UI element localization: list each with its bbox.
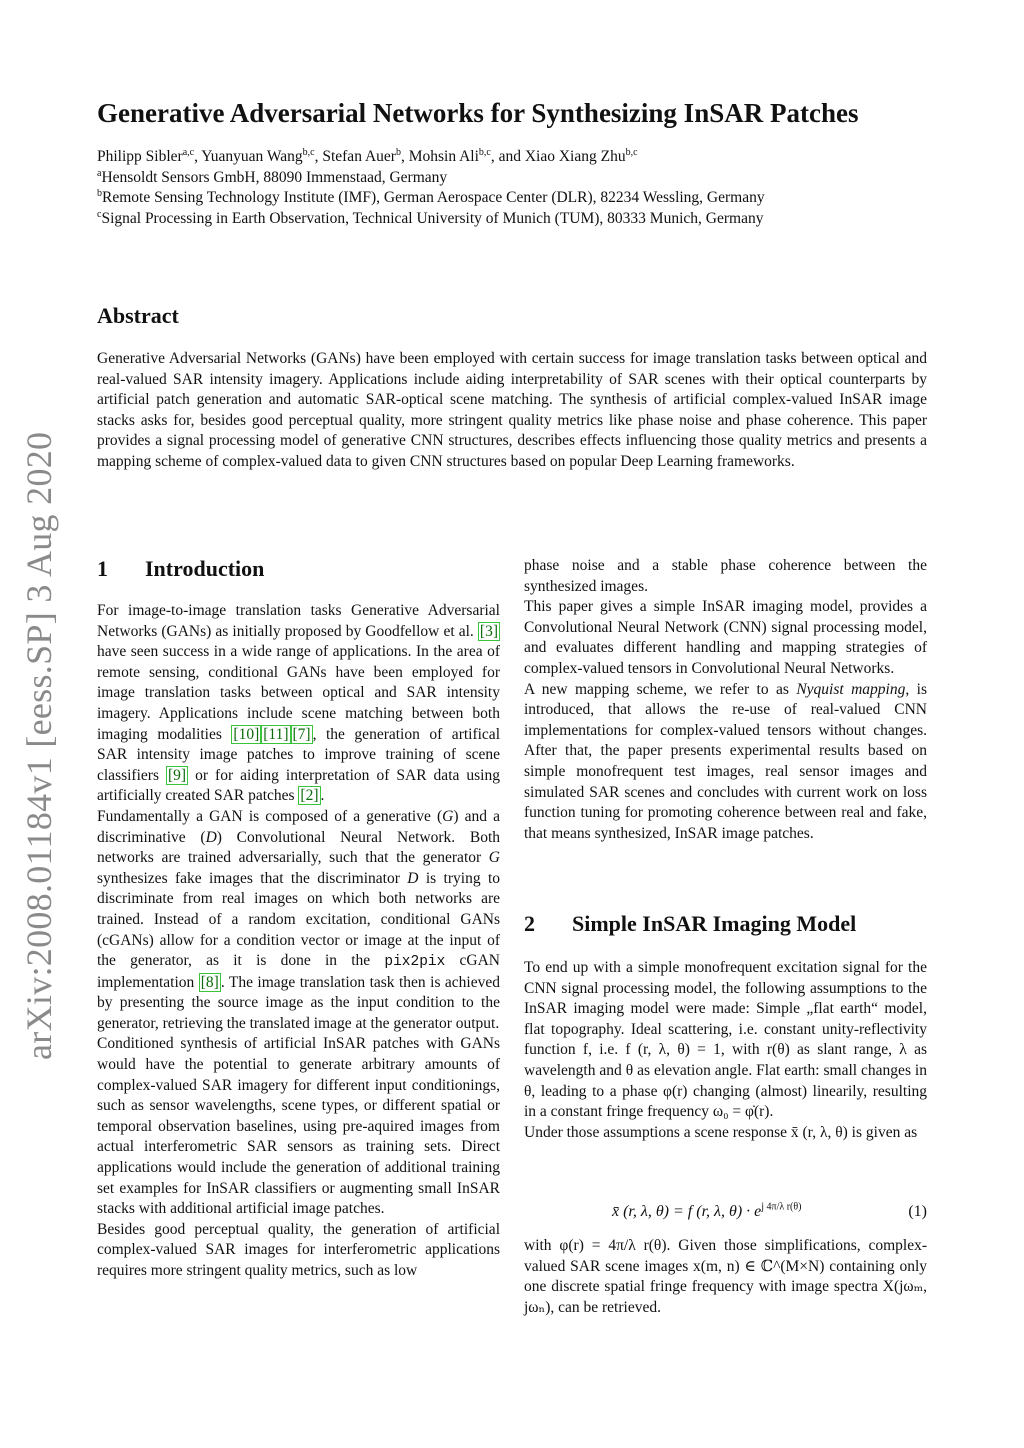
citation-link[interactable]: [8] [200,973,219,991]
symbol: G [442,807,454,825]
model-paragraph-2: Under those assumptions a scene response x̄ (r, λ, θ) is given as [524,1123,918,1141]
symbol: G [488,849,500,867]
affiliation-text: Signal Processing in Earth Observation, Technical University of Munich (TUM), 80333 Munich, Germany [101,209,764,227]
section-2-heading [524,911,856,937]
abstract-text: Generative Adversarial Networks (GANs) have been employed with certain success for image translation tasks between optical and real-valued SAR intensity imagery. Applications include aiding interpretability of SAR scenes with their optical counterparts by artificial patch generation and automatic SAR-optical scene matching. The synthesis of artificial complex-valued InSAR image stacks asks for, besides good perceptual quality, more stringent quality metrics like phase noise and phase coherence. This paper provides a signal processing model of generative CNN structures, describes effects influencing those quality metrics and presents a mapping scheme of complex-valued data to given CNN structures based on popular Deep Learning frameworks. [97,350,927,470]
right-column [524,556,927,844]
intro-paragraph-5: phase noise and a stable phase coherence between the synthesized images. [524,557,927,595]
intro-paragraph-1 [97,601,500,807]
text-run: have seen success in a wide range of applications. In the area of remote sensing, conditional GANs have been employed for image translation tasks between optical and SAR intensity imagery. Applications include scene matching between both imaging modalities [97,643,500,743]
text-run: For image-to-image translation tasks Generative Adversarial Networks (GANs) as initially proposed by Goodfellow et al. [97,602,500,640]
section-number: 1 [97,556,108,581]
citation-link[interactable]: [9] [168,766,187,784]
text-run: , is introduced, that allows the re-use of real-valued CNN implementations for complex-valued tensors without changes. After that, the paper presents experimental results based on simple monofrequent test images, real sensor images and simulated SAR scenes and concludes with current work on loss function tuning for promoting coherence between real and fake, that means synthesized, InSAR image patches. [524,680,927,842]
intro-paragraph-6: This paper gives a simple InSAR imaging model, provides a Convolutional Neural Network (CNN) signal processing model, and evaluates different handling and mapping strategies of complex-valued tensors in Convolutional Neural Networks. [524,598,927,677]
affiliation-marker: b [97,187,102,199]
affiliation-text: Hensoldt Sensors GmbH, 88090 Immenstaad, Germany [101,168,448,186]
equation-exponent: j 4π/λ r(θ) [761,1201,802,1213]
symbol: D [205,828,217,846]
section-2-body-cont [524,1236,927,1318]
model-paragraph-3: with φ(r) = 4π/λ r(θ). Given those simplifications, complex-valued SAR scene images x(m, n) ∈ ℂ^(M×N) containing only one discrete spatial fringe frequency with image spectra X(jωₘ, jωₙ), can be retrieved. [524,1237,927,1316]
author-list: Philipp Sibler$^{a,c}$, Yuanyuan Wang$^{b,c}$, Stefan Auer$^b$, Mohsin Ali$^{b,c}$, and Xiao Xiang Zhu$^{b,c}$ [97,146,638,165]
paper-title: Generative Adversarial Networks for Synthesizing InSAR Patches [97,98,859,128]
code-text: pix2pix [384,954,446,971]
citation-link[interactable]: [10] [233,725,260,743]
author-name: Stefan Auer [322,148,396,165]
text-run: cGAN implementation [97,952,500,991]
section-title: Introduction [145,556,265,581]
author-block [97,147,937,229]
section-2-body [524,958,927,1143]
section-number: 2 [524,911,535,936]
author-name: Mohsin Ali [408,148,479,165]
text-run: , the generation of artifical SAR intensity image patches to improve training of scene classifiers [97,725,500,784]
left-column [97,601,500,1282]
affiliation-marker: b [395,146,401,158]
text-run: A new mapping scheme, we refer to as [524,680,797,698]
arxiv-stamp: arXiv:2008.01184v1 [eess.SP] 3 Aug 2020 [19,431,59,1060]
text-run: . The image translation task then is achieved by presenting the source image as the input condition to the generator, retrieving the translated image at the generator output. [97,973,500,1032]
text-run: . [320,787,325,805]
intro-paragraph-2 [97,807,500,1035]
affiliation-a [97,168,937,189]
equation-text: x̄ (r, λ, θ) = f (r, λ, θ) · e [612,1203,762,1220]
affiliation-marker: c [97,208,102,220]
equation-expression [612,1203,801,1221]
affiliation-marker: b,c [478,146,491,158]
author-name: and Xiao Xiang Zhu [498,148,626,165]
author-name: Philipp Sibler [97,148,183,165]
intro-paragraph-4: Besides good perceptual quality, the generation of artificial complex-valued SAR images for interferometric applications requires more stringent quality metrics, such as low [97,1220,500,1279]
citation-link[interactable]: [3] [479,622,498,640]
text-run: synthesizes fake images that the discriminator [97,869,408,887]
citation-link[interactable]: [11] [263,725,289,743]
affiliation-marker: a,c [182,146,195,158]
affiliation-marker: b,c [302,146,315,158]
section-1-heading [97,556,264,582]
text-run: or for aiding interpretation of SAR data using artificially created SAR patches [97,766,500,805]
text-run: ) and a discriminative ( [97,807,500,846]
text-run: is trying to discriminate from real images on which both networks are trained. Instead of a random excitation, conditional GANs (cGANs) allow for a condition vector or image at the input of the generator, as it is done in the [97,869,500,970]
affiliation-c [97,209,937,230]
text-run: ) Convolutional Neural Network. Both networks are trained adversarially, such that the generator [97,828,500,867]
model-paragraph-1: To end up with a simple monofrequent excitation signal for the CNN signal processing model, the following assumptions to the InSAR imaging model were made: Simple „flat earth“ model, flat topography. Ideal scattering, i.e. constant unity-reflectivity function f, i.e. f (r, λ, θ) = 1, with r(θ) as slant range, λ as wavelength and θ as elevation angle. Flat earth: small changes in θ, leading to a phase φ(r) changing (almost) linearily, resulting in a constant fringe frequency ω₀ = φ̇(r). [524,959,927,1121]
citation-link[interactable]: [2] [300,787,319,805]
affiliation-marker: a [97,167,102,179]
intro-paragraph-7 [524,680,927,845]
affiliation-b [97,188,937,209]
section-title: Simple InSAR Imaging Model [572,911,857,936]
symbol: D [407,869,419,887]
citation-link[interactable]: [7] [292,725,311,743]
text-run: Fundamentally a GAN is composed of a generative ( [97,807,443,825]
equation-number: (1) [908,1203,927,1220]
emphasis-text: Nyquist mapping [796,680,906,698]
affiliation-marker: b,c [625,146,638,158]
abstract-heading: Abstract [97,303,179,328]
affiliation-text: Remote Sensing Technology Institute (IMF), German Aerospace Center (DLR), 82234 Wessling, Germany [102,189,765,206]
author-name: Yuanyuan Wang [201,148,303,165]
intro-paragraph-3: Conditioned synthesis of artificial InSAR patches with GANs would have the potential to generate arbitrary amounts of complex-valued SAR imagery for different input conditionings, such as sensor wavelengths, scene types, or different spatial or temporal observation baselines, using pre-aquired images from actual interferometric SAR sensors as training sets. Direct applications would include the generation of additional training set examples for InSAR classifiers or augmenting small InSAR stacks with additional artificial image patches. [97,1035,500,1218]
